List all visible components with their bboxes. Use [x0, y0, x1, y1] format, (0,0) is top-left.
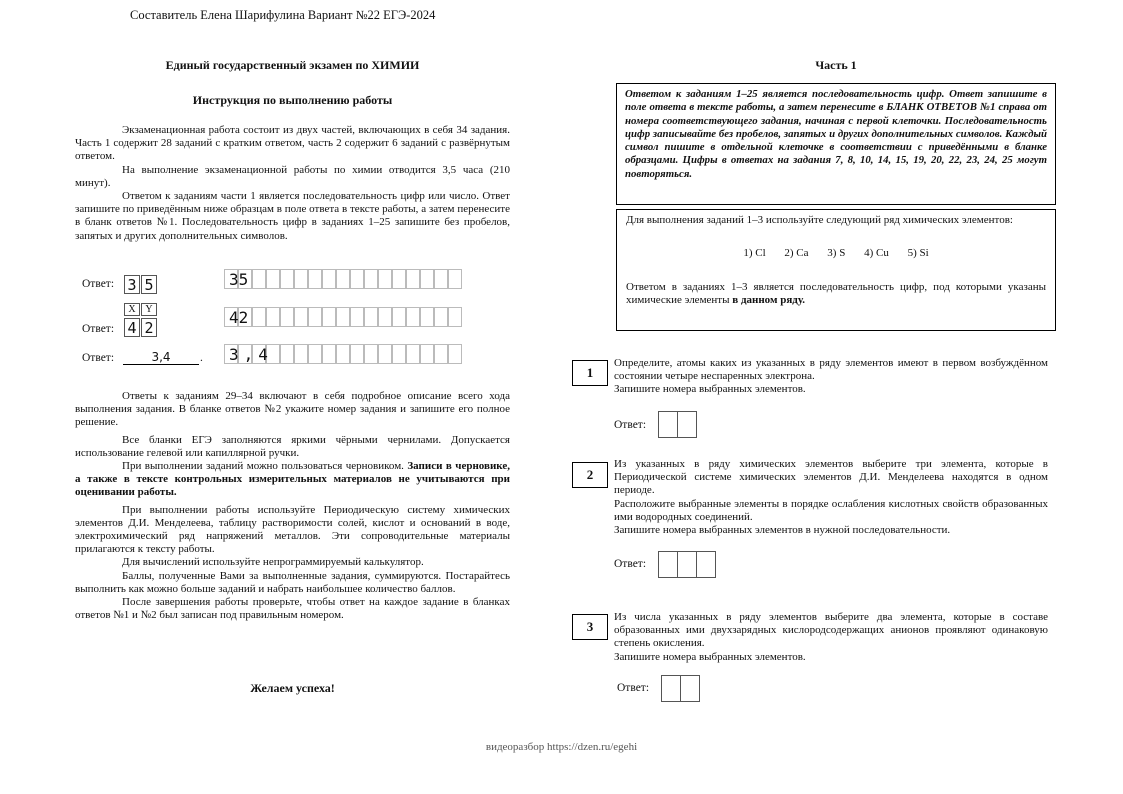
- answer-cell[interactable]: [677, 411, 697, 438]
- grid-cell: [350, 344, 364, 364]
- question-text: [614, 458, 1048, 537]
- question-line: Расположите выбранные элементы в порядке ослабления кислотных свойств образованных ими водородных соединений.: [614, 497, 1048, 523]
- grid-cell: [378, 344, 392, 364]
- grid-cell: [434, 269, 448, 289]
- grid-cell: [350, 269, 364, 289]
- grid-cell: [336, 344, 350, 364]
- answer-cell[interactable]: [658, 411, 678, 438]
- answer-label: Ответ:: [82, 352, 115, 364]
- element-item: 3) S: [827, 247, 846, 260]
- grid-cell: [406, 269, 420, 289]
- elements-note: [626, 281, 1046, 308]
- question-line: Определите, атомы каких из указанных в ряду элементов имеют в первом возбуждённом состоянии четыре неспаренных электрона.: [614, 357, 1048, 383]
- instructions-top: [75, 124, 510, 243]
- question-text: [614, 357, 1048, 397]
- sample-cell: 3: [124, 275, 140, 294]
- grid-cell: [406, 344, 420, 364]
- answer-label: Ответ:: [617, 682, 650, 694]
- sample-cell: 4: [124, 318, 140, 337]
- paragraph-text: При выполнении заданий можно пользоваться черновиком.: [122, 460, 408, 473]
- answer-cell[interactable]: [696, 551, 716, 578]
- grid-cell: [420, 307, 434, 327]
- grid-cell: [392, 269, 406, 289]
- grid-cell: [252, 307, 266, 327]
- grid-cell: [336, 269, 350, 289]
- grid-cell: [280, 344, 294, 364]
- x-header-cell: X: [124, 303, 140, 316]
- grid-cell: [420, 344, 434, 364]
- question-text: [614, 611, 1048, 664]
- document-header: Составитель Елена Шарифулина Вариант №22 ЕГЭ-2024: [130, 8, 436, 22]
- elements-box: [616, 209, 1056, 331]
- question-line: Запишите номера выбранных элементов.: [614, 383, 806, 396]
- note-bold: в данном ряду.: [732, 293, 805, 306]
- paragraph: После завершения работы проверьте, чтобы ответ на каждое задание в бланках ответов №1 и №2 был записан под правильным номером.: [75, 596, 510, 622]
- answer-label: Ответ:: [82, 323, 115, 335]
- paragraph-bold: Записи в черновике, а также в тексте контрольных измерительных материалов не учитываются при оценивании работы.: [75, 460, 510, 499]
- grid-cell: [350, 307, 364, 327]
- instruction-title: Инструкция по выполнению работы: [192, 93, 393, 107]
- grid-cell: [448, 344, 462, 364]
- grid-cell: [420, 269, 434, 289]
- question-line: Из указанных в ряду химических элементов выберите три элемента, которые в Периодической системе химических элементов Д.И. Менделеева находятся в одном периоде.: [614, 458, 1048, 497]
- part-title: Часть 1: [815, 58, 857, 72]
- answer-label: Ответ:: [614, 419, 647, 431]
- grid-value: 3,4: [229, 345, 273, 364]
- part1-instruction-box: Ответом к заданиям 1–25 является последовательность цифр. Ответ запишите в поле ответа в тексте работы, а затем перенесите в БЛАНК ОТВЕТОВ №1 справа от номера соответствующего задания, начиная с первой клеточки. Последовательность цифр записывайте без пробелов, запятых и других дополнительных символов. Каждый символ пишите в отдельной клеточке в соответствии с приведёнными в бланке образцами. Цифры в ответах на задания 7, 8, 10, 14, 15, 19, 20, 22, 23, 24, 25 могут повторяться.: [616, 83, 1056, 205]
- grid-cell: [364, 269, 378, 289]
- element-item: 1) Cl: [743, 247, 766, 260]
- paragraph: При выполнении работы используйте Периодическую систему химических элементов Д.И. Менделеева, таблицу растворимости солей, кислот и оснований в воде, электрохимический ряд напряжений металлов. Эти сопроводительные материалы прилагаются к тексту работы.: [75, 503, 510, 556]
- grid-cell: [448, 269, 462, 289]
- grid-cell: [364, 307, 378, 327]
- question-number: 1: [572, 360, 608, 386]
- grid-value: 35: [229, 270, 249, 289]
- grid-cell: [322, 344, 336, 364]
- grid-cell: [322, 269, 336, 289]
- answer-cell[interactable]: [658, 551, 678, 578]
- footer-link[interactable]: видеоразбор https://dzen.ru/egehi: [485, 741, 638, 753]
- grid-cell: [252, 269, 266, 289]
- grid-cell: [336, 307, 350, 327]
- paragraph: [75, 460, 510, 500]
- paragraph: Все бланки ЕГЭ заполняются яркими чёрными чернилами. Допускается использование гелевой или капиллярной ручки.: [75, 433, 510, 459]
- grid-cell: [294, 344, 308, 364]
- good-luck: Желаем успеха!: [250, 681, 335, 695]
- answer-cell[interactable]: [661, 675, 681, 702]
- answer-period: .: [200, 352, 203, 364]
- grid-cell: [294, 307, 308, 327]
- question-number: 3: [572, 614, 608, 640]
- paragraph: Баллы, полученные Вами за выполненные задания, суммируются. Постарайтесь выполнить как можно больше заданий и набрать наибольшее количество баллов.: [75, 569, 510, 595]
- paragraph: Для вычислений используйте непрограммируемый калькулятор.: [122, 556, 424, 569]
- answer-cell[interactable]: [680, 675, 700, 702]
- note-text: Ответом в заданиях 1–3 является последовательность цифр, под которыми указаны химические элементы: [626, 280, 1046, 306]
- exam-title: Единый государственный экзамен по ХИМИИ: [165, 58, 420, 72]
- elements-intro: Для выполнения заданий 1–3 используйте следующий ряд химических элементов:: [626, 214, 1013, 226]
- grid-cell: [308, 307, 322, 327]
- answer-label: Ответ:: [82, 278, 115, 290]
- grid-cell: [308, 344, 322, 364]
- grid-value: 42: [229, 308, 249, 327]
- paragraph: На выполнение экзаменационной работы по химии отводится 3,5 часа (210 минут).: [75, 163, 510, 189]
- paragraph: Ответом к заданиям части 1 является последовательность цифр или число. Ответ запишите по приведённым ниже образцам в поле ответа в тексте работы, а затем перенесите в бланк ответов №1. Последовательность цифр в заданиях 1–25 запишите без пробелов, запятых и других дополнительных символов.: [75, 190, 510, 242]
- grid-cell: [406, 307, 420, 327]
- question-line: Запишите номера выбранных элементов.: [614, 650, 806, 663]
- grid-cell: [280, 269, 294, 289]
- grid-cell: [294, 269, 308, 289]
- answer-label: Ответ:: [614, 558, 647, 570]
- paragraph: Экзаменационная работа состоит из двух частей, включающих в себя 34 задания. Часть 1 содержит 28 заданий с кратким ответом, часть 2 содержит 6 заданий с развёрнутым ответом.: [75, 124, 510, 163]
- grid-cell: [322, 307, 336, 327]
- paragraph: Ответы к заданиям 29–34 включают в себя подробное описание всего хода выполнения задания. В бланке ответов №2 укажите номер задания и запишите его полное решение.: [75, 390, 510, 429]
- question-line: Из числа указанных в ряду элементов выберите два элемента, которые в составе образованных ими двухзарядных кислородсодержащих анионов проявляют одинаковую степень окисления.: [614, 611, 1048, 650]
- sample-cell: 2: [141, 318, 157, 337]
- grid-cell: [434, 307, 448, 327]
- grid-cell: [266, 307, 280, 327]
- grid-cell: [392, 307, 406, 327]
- y-header-cell: Y: [141, 303, 157, 316]
- grid-cell: [280, 307, 294, 327]
- sample-cell: 5: [141, 275, 157, 294]
- grid-cell: [448, 307, 462, 327]
- instructions-bottom: [75, 390, 510, 622]
- element-item: 4) Cu: [864, 247, 889, 260]
- grid-cell: [364, 344, 378, 364]
- grid-cell: [308, 269, 322, 289]
- question-number: 2: [572, 462, 608, 488]
- answer-cell[interactable]: [677, 551, 697, 578]
- grid-cell: [392, 344, 406, 364]
- element-item: 2) Ca: [784, 247, 809, 260]
- element-item: 5) Si: [907, 247, 929, 260]
- grid-cell: [378, 307, 392, 327]
- sample-number-answer: 3,4: [123, 350, 199, 365]
- grid-cell: [378, 269, 392, 289]
- elements-list: [626, 247, 1046, 260]
- grid-cell: [434, 344, 448, 364]
- grid-cell: [266, 269, 280, 289]
- question-line: Запишите номера выбранных элементов в нужной последовательности.: [614, 524, 951, 537]
